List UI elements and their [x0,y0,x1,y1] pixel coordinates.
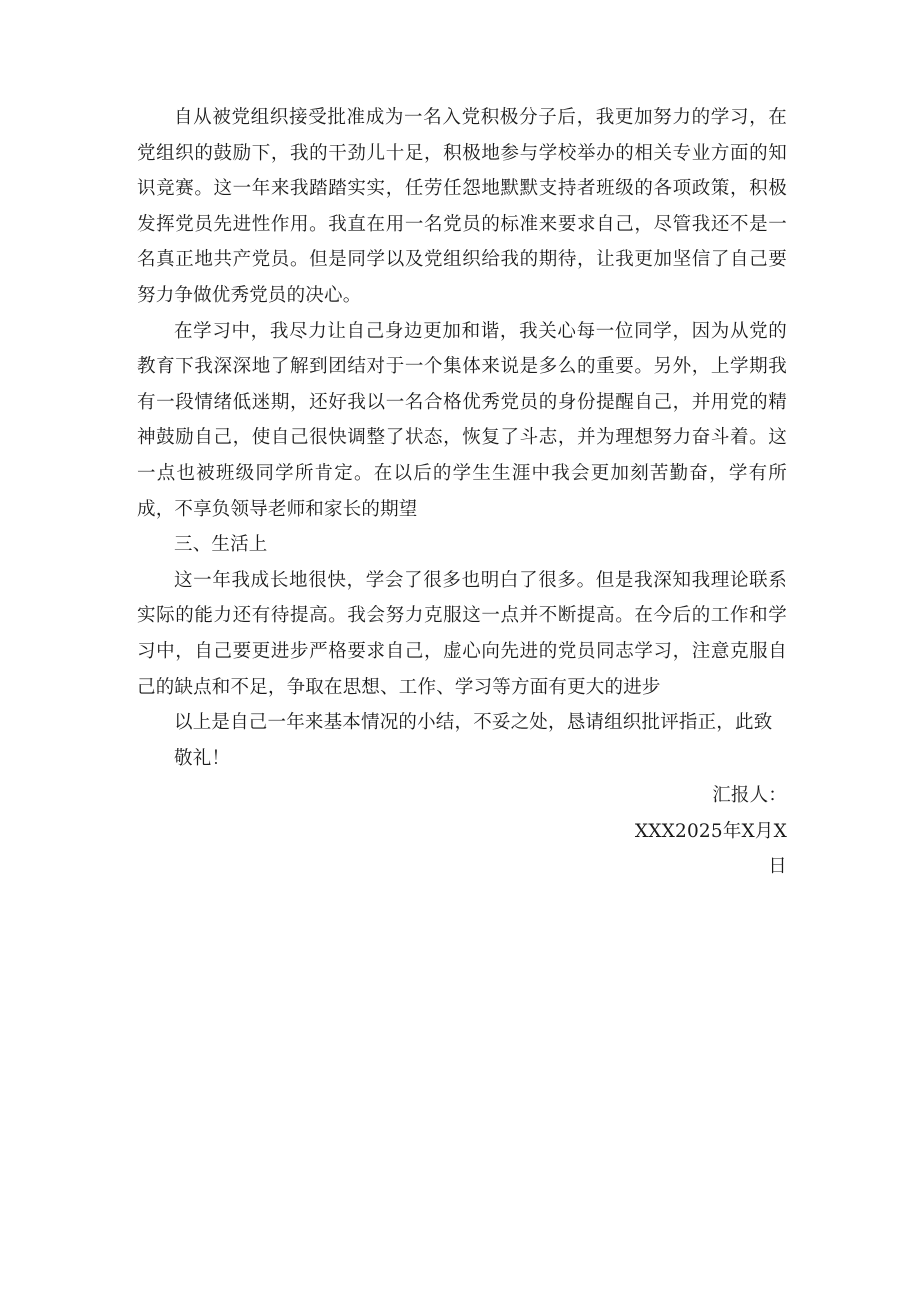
signature-block [137,778,787,885]
date-line-1: XXX2025年X月X [634,820,787,842]
date-line-2: 日 [768,856,787,878]
paragraph-study: 在学习中，我尽力让自己身边更加和谐，我关心每一位同学，因为从党的教育下我深深地了解到团结对于一个集体来说是多么的重要。另外，上学期我有一段情绪低迷期，还好我以一名合格优秀党员的身份提醒自己，并用党的精神鼓励自己，使自己很快调整了状态，恢复了斗志，并为理想努力奋斗着。这一点也被班级同学所肯定。在以后的学生生涯中我会更加刻苦勤奋，学有所成，不享负领导老师和家长的期望 [137,320,787,520]
section-heading-life: 三、生活上 [174,534,268,556]
paragraph-activist: 自从被党组织接受批准成为一名入党积极分子后，我更加努力的学习，在党组织的鼓励下，我的干劲儿十足，积极地参与学校举办的相关专业方面的知识竞赛。这一年来我踏踏实实，任劳任怨地默默支持者班级的各项政策，积极发挥党员先进性作用。我直在用一名党员的标准来要求自己，尽管我还不是一名真正地共产党员。但是同学以及党组织给我的期待，让我更加坚信了自己要努力争做优秀党员的决心。 [137,107,787,306]
paragraph-life: 这一年我成长地很快，学会了很多也明白了很多。但是我深知我理论联系实际的能力还有待提高。我会努力克服这一点并不断提高。在今后的工作和学习中，自己要更进步严格要求自己，虚心向先进的党员同志学习，注意克服自己的缺点和不足，争取在思想、工作、学习等方面有更大的进步 [137,569,787,698]
reporter-label: 汇报人： [712,785,787,807]
salutation: 敬礼！ [174,747,231,769]
document-body [137,100,787,885]
closing-line: 以上是自己一年来基本情况的小结，不妥之处，恳请组织批评指正，此致 [174,712,773,734]
